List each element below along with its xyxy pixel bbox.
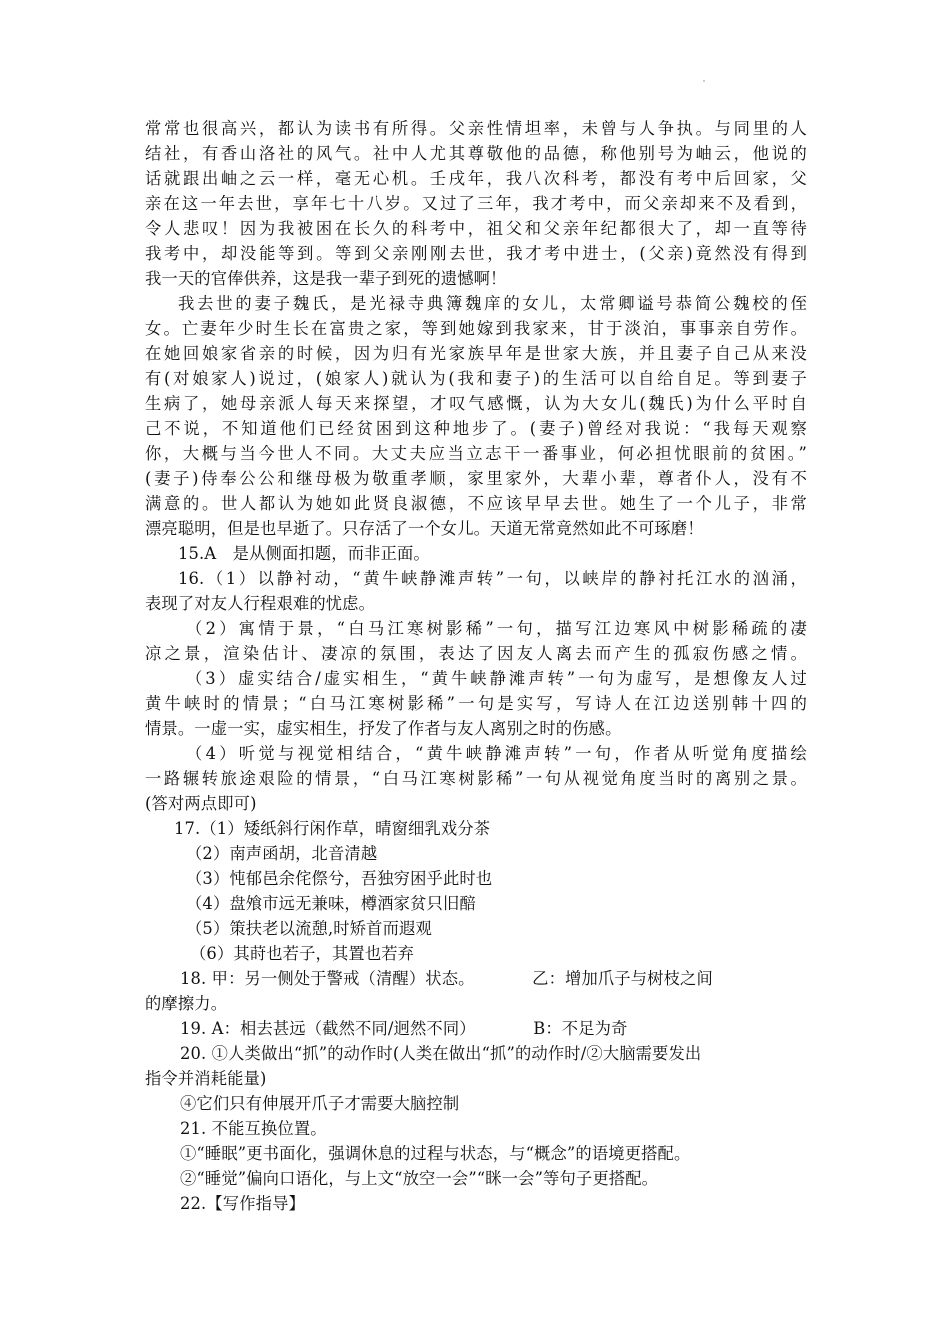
text-line: （6）其莳也若子，其置也若弃 [190, 944, 415, 963]
text-line: 漂亮聪明，但是也早逝了。只存活了一个女儿。天道无常竟然如此不可琢磨！ [145, 519, 704, 538]
text-line: 令人悲叹！因为我被困在长久的科考中，祖父和父亲年纪都很大了，却一直等待 [145, 219, 807, 238]
text-line: ②“睡觉”偏向口语化，与上文“放空一会”“眯一会”等句子更搭配。 [180, 1169, 659, 1188]
text-line: 的摩擦力。 [145, 994, 228, 1013]
text-line: 表现了对友人行程艰难的忧虑。 [145, 594, 376, 613]
answer-15: 15.A 是从侧面扣题，而非正面。 [178, 544, 430, 563]
text-line: 你，大概与当今世人不同。大丈夫应当立志干一番事业，何必担忧眼前的贫困。” [145, 444, 807, 463]
text-line: 凉之景，渲染估计、凄凉的氛围，表达了因友人离去而产生的孤寂伤感之情。 [145, 644, 807, 663]
text-line: 话就跟出岫之云一样，毫无心机。壬戌年，我八次科考，都没有考中后回家，父 [145, 169, 807, 188]
text-line: 一路辗转旅途艰险的情景，“白马江寒树影稀”一句从视觉角度当时的离别之景。 [145, 769, 807, 788]
answer-20: 20. ①人类做出“抓”的动作时(人类在做出“抓”的动作时/②大脑需要发出 [180, 1044, 702, 1063]
answer-17: 17.（1）矮纸斜行闲作草，晴窗细乳戏分茶 [174, 819, 491, 838]
text-line: 常常也很高兴，都认为读书有所得。父亲性情坦率，未曾与人争执。与同里的人 [145, 119, 807, 138]
text-line: 有(对娘家人)说过，(娘家人)就认为(我和妻子)的生活可以自给自足。等到妻子 [145, 369, 807, 388]
text-line: (答对两点即可) [145, 794, 257, 813]
text-line: 我考中，却没能等到。等到父亲刚刚去世，我才考中进士，(父亲)竟然没有得到 [145, 244, 807, 263]
text-line: （4）听觉与视觉相结合，“黄牛峡静滩声转”一句，作者从听觉角度描绘 [186, 744, 807, 763]
text-line: （4）盘飧市远无兼味，樽酒家贫只旧醅 [186, 894, 476, 913]
answer-18: 18. 甲：另一侧处于警戒（清醒）状态。 乙：增加爪子与树枝之间 [180, 969, 713, 988]
text-line: ④它们只有伸展开爪子才需要大脑控制 [180, 1094, 460, 1113]
answer-19: 19. A：相去甚远（截然不同/迥然不同） B：不足为奇 [180, 1019, 628, 1038]
text-line: 生病了，她母亲派人每天来探望，才叹气感慨，认为大女儿(魏氏)为什么平时自 [145, 394, 807, 413]
scan-speck [703, 80, 705, 82]
text-line: （2）寓情于景，“白马江寒树影稀”一句，描写江边寒风中树影稀疏的凄 [186, 619, 807, 638]
text-line: （3）虚实结合/虚实相生，“黄牛峡静滩声转”一句为虚写，是想像友人过 [186, 669, 807, 688]
text-line: （5）策扶老以流憩,时矫首而遐观 [186, 919, 432, 938]
text-line: 亲在这一年去世，享年七十八岁。又过了三年，我才考中，而父亲却来不及看到， [145, 194, 807, 213]
text-line: （3）忳郁邑余侘傺兮，吾独穷困乎此时也 [186, 869, 493, 888]
answer-21: 21. 不能互换位置。 [180, 1119, 327, 1138]
text-line: 我去世的妻子魏氏，是光禄寺典簿魏庠的女儿，太常卿谥号恭简公魏校的侄 [178, 294, 807, 313]
answer-22: 22.【写作指导】 [180, 1194, 305, 1213]
text-line: 我一天的官俸供养，这是我一辈子到死的遗憾啊！ [145, 269, 507, 288]
text-line: 在她回娘家省亲的时候，因为归有光家族早年是世家大族，并且妻子自己从来没 [145, 344, 807, 363]
text-line: ①“睡眠”更书面化，强调休息的过程与状态，与“概念”的语境更搭配。 [180, 1144, 691, 1163]
text-line: （2）南声函胡，北音清越 [186, 844, 378, 863]
answer-16: 16.（1）以静衬动，“黄牛峡静滩声转”一句，以峡岸的静衬托江水的汹涌， [178, 569, 807, 588]
text-line: 女。亡妻年少时生长在富贵之家，等到她嫁到我家来，甘于淡泊，事事亲自劳作。 [145, 319, 807, 338]
text-line: 满意的。世人都认为她如此贤良淑德，不应该早早去世。她生了一个儿子，非常 [145, 494, 807, 513]
text-line: 己不说，不知道他们已经贫困到这种地步了。(妻子)曾经对我说：“我每天观察 [145, 419, 807, 438]
text-line: 情景。一虚一实，虚实相生，抒发了作者与友人离别之时的伤感。 [145, 719, 622, 738]
text-line: 指令并消耗能量) [145, 1069, 267, 1088]
text-line: 结社，有香山洛社的风气。社中人尤其尊敬他的品德，称他别号为岫云，他说的 [145, 144, 807, 163]
text-line: (妻子)侍奉公公和继母极为敬重孝顺，家里家外，大辈小辈，尊者仆人，没有不 [145, 469, 807, 488]
text-line: 黄牛峡时的情景；“白马江寒树影稀”一句是实写，写诗人在江边送别韩十四的 [145, 694, 807, 713]
